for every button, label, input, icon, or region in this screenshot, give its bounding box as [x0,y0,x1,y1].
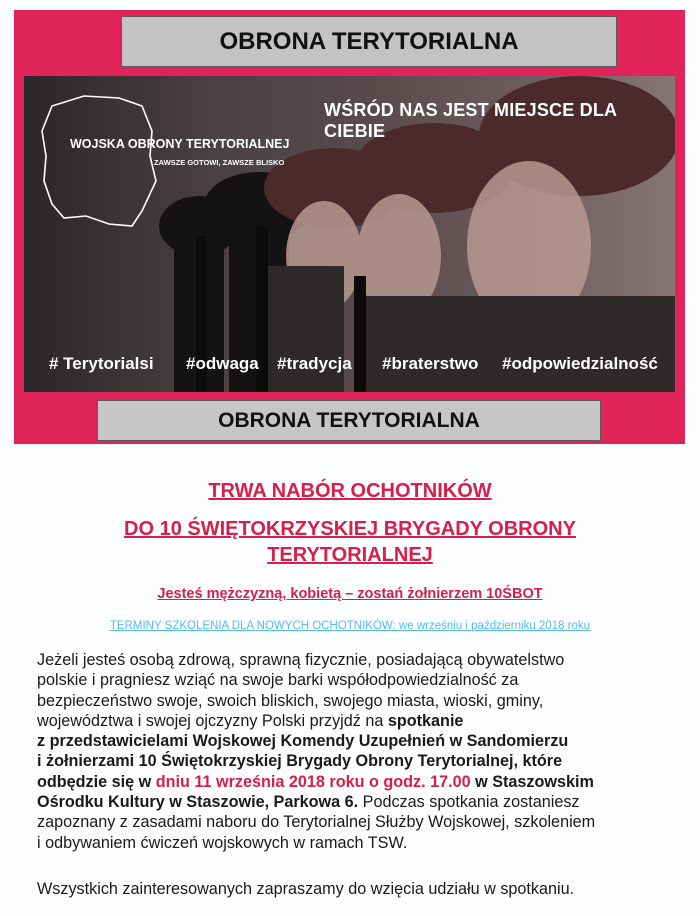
hashtag: # Terytorialsi [49,354,154,373]
body-line-bold: odbędzie się w [37,772,156,791]
body-line: Jeżeli jesteś osobą zdrową, sprawną fizycznie, posiadającą obywatelstwo [37,651,565,669]
hashtag: #braterstwo [382,354,479,373]
body-line: i odbywaniem ćwiczeń wojskowych w ramach TSW. [37,833,408,852]
body-line: polskie i pragniesz wziąć na swoje barki współodpowiedzialność za [37,671,519,690]
heading-brigade [0,516,700,568]
wot-title: WOJSKA OBRONY TERYTORIALNEJ [70,137,290,151]
body-line: Podczas spotkania zostaniesz [358,793,580,812]
body-line-bold: z przedstawicielami Wojskowej Komendy Uzupełnień w Sandomierzu [37,732,569,751]
meeting-word: spotkanie [387,711,464,730]
soldiers-photo [24,76,675,392]
hashtag: #tradycja [277,354,352,373]
tagline: WŚRÓD NAS JEST MIEJSCE DLA CIEBIE [324,100,617,141]
body-line-bold: i żołnierzami 10 Świętokrzyskiej Brygady Obrony Terytorialnej, które [37,752,563,771]
body-paragraph [37,650,677,853]
bottom-title: OBRONA TERYTORIALNA [97,400,601,441]
hashtag-row [24,354,675,384]
poster-banner [14,10,685,444]
heading-recruitment: TRWA NABÓR OCHOTNIKÓW [208,480,492,502]
wot-subtitle: ZAWSZE GOTOWI, ZAWSZE BLISKO [154,158,285,167]
body-line: województwa i swojej ojczyzny Polski przyjdź na [37,711,388,730]
heading-brigade-line2: TERYTORIALNEJ [267,544,433,566]
body-line: zapoznany z zasadami naboru do Terytorialnej Służby Wojskowej, szkoleniem [37,813,596,832]
heading-brigade-line1: DO 10 ŚWIĘTOKRZYSKIEJ BRYGADY OBRONY [124,518,576,540]
closing-line: Wszystkich zainteresowanych zapraszamy do wzięcia udziału w spotkaniu. [37,880,575,898]
poland-map-icon [42,96,156,226]
top-title: OBRONA TERYTORIALNA [121,16,617,67]
heading-invite: Jesteś mężczyzną, kobietą – zostań żołnierzem 10ŚBOT [157,586,543,602]
meeting-date: dniu 11 września 2018 roku o godz. 17.00 [155,772,471,791]
hashtag: #odwaga [186,354,259,373]
training-terms: TERMINY SZKOLENIA DLA NOWYCH OCHOTNIKÓW: we wrześniu i październiku 2018 roku [109,620,591,632]
hashtag: #odpowiedzialność [502,354,658,373]
meeting-place: Ośrodku Kultury w Staszowie, Parkowa 6. [37,793,359,812]
body-line: bezpieczeństwo swoje, swoich bliskich, swojego miasta, wioski, gminy, [37,691,544,710]
body-line-bold: w Staszowskim [470,772,594,791]
